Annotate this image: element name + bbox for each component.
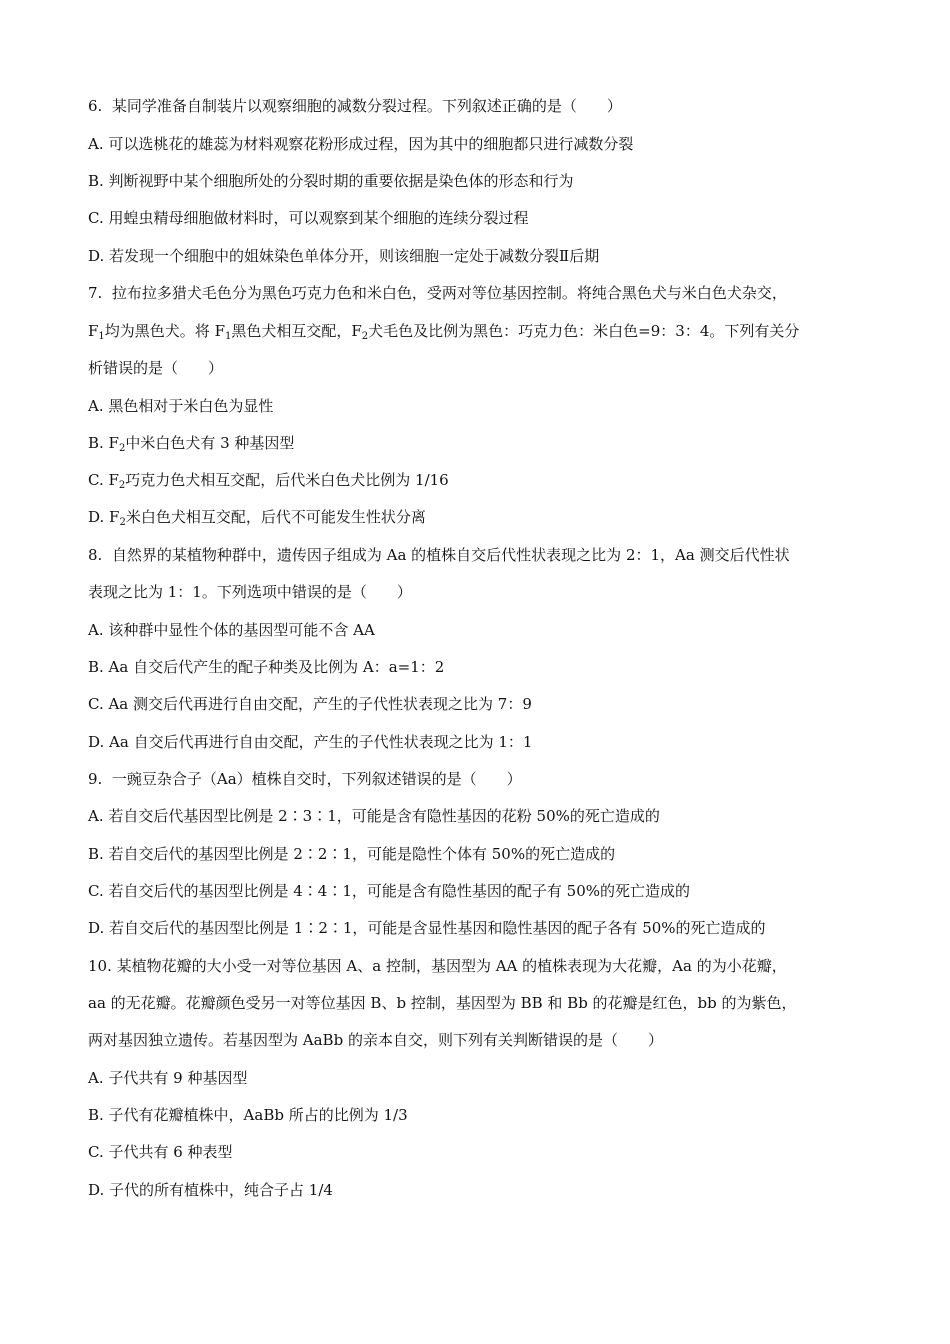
question-10-option-b: B. 子代有花瓣植株中，AaBb 所占的比例为 1/3 — [88, 1106, 408, 1124]
question-8-option-d: D. Aa 自交后代再进行自由交配，产生的子代性状表现之比为 1：1 — [88, 733, 533, 751]
question-number: 8. — [88, 546, 103, 564]
question-7-stem-line-2: $F_1$均为黑色犬。将 $F_1$黑色犬相互交配，$F_2$犬毛色及比例为黑色：巧克力色：米白色=9：3：4。下列有关分 — [88, 322, 800, 342]
question-text: 自然界的某植物种群中，遗传因子组成为 Aa 的植株自交后代性状表现之比为 2：1，Aa 测交后代性状 — [111, 546, 790, 564]
question-10-stem-line-2: aa 的无花瓣。花瓣颜色受另一对等位基因 B、b 控制，基因型为 BB 和 Bb 的花瓣是红色，bb 的为紫色， — [88, 994, 797, 1012]
question-10-stem-line-1 — [88, 956, 880, 976]
question-9-option-b: B. 若自交后代的基因型比例是 2∶2∶1，可能是隐性个体有 50%的死亡造成的 — [88, 845, 616, 863]
question-10-option-a: A. 子代共有 9 种基因型 — [88, 1069, 248, 1087]
question-text: 拉布拉多猎犬毛色分为黑色巧克力色和米白色，受两对等位基因控制。将纯合黑色犬与米白色犬杂交， — [111, 284, 787, 302]
question-6-option-a: A. 可以选桃花的雄蕊为材料观察花粉形成过程，因为其中的细胞都只进行减数分裂 — [88, 135, 634, 153]
question-7-option-a: A. 黑色相对于米白色为显性 — [88, 397, 274, 415]
question-6-option-d: D. 若发现一个细胞中的姐妹染色单体分开，则该细胞一定处于减数分裂Ⅱ后期 — [88, 247, 600, 265]
question-number: 10. — [88, 957, 112, 975]
question-8-option-c: C. Aa 测交后代再进行自由交配，产生的子代性状表现之比为 7：9 — [88, 695, 532, 713]
question-7-option-b: B. $F_2$中米白色犬有 3 种基因型 — [88, 434, 295, 454]
question-9-option-c: C. 若自交后代的基因型比例是 4∶4∶1，可能是含有隐性基因的配子有 50%的死亡造成的 — [88, 882, 690, 900]
question-9-stem — [88, 769, 880, 789]
question-7-stem-line-1 — [88, 283, 880, 303]
question-8-stem-line-1 — [88, 545, 880, 565]
question-number: 9. — [88, 770, 103, 788]
question-text: 某同学准备自制装片以观察细胞的减数分裂过程。下列叙述正确的是（ ） — [111, 97, 622, 115]
question-9-option-a: A. 若自交后代基因型比例是 2∶3∶1，可能是含有隐性基因的花粉 50%的死亡造成的 — [88, 807, 660, 825]
question-10-stem-line-3: 两对基因独立遗传。若基因型为 AaBb 的亲本自交，则下列有关判断错误的是（ ） — [88, 1031, 663, 1049]
question-8-option-b: B. Aa 自交后代产生的配子种类及比例为 A：a=1：2 — [88, 658, 445, 676]
question-6-option-b: B. 判断视野中某个细胞所处的分裂时期的重要依据是染色体的形态和行为 — [88, 172, 574, 190]
question-8-option-a: A. 该种群中显性个体的基因型可能不含 AA — [88, 621, 375, 639]
question-7-option-c: C. $F_2$巧克力色犬相互交配，后代米白色犬比例为 1/16 — [88, 471, 449, 491]
question-9-option-d: D. 若自交后代的基因型比例是 1∶2∶1，可能是含显性基因和隐性基因的配子各有 50%的死亡造成的 — [88, 919, 766, 937]
question-10-option-c: C. 子代共有 6 种表型 — [88, 1143, 233, 1161]
question-7-option-d: D. $F_2$米白色犬相互交配，后代不可能发生性状分离 — [88, 508, 426, 528]
question-number: 6. — [88, 97, 103, 115]
question-10-option-d: D. 子代的所有植株中，纯合子占 1/4 — [88, 1181, 333, 1199]
question-6-stem — [88, 96, 880, 116]
question-text: 某植物花瓣的大小受一对等位基因 A、a 控制，基因型为 AA 的植株表现为大花瓣，Aa 的为小花瓣， — [116, 957, 787, 975]
question-7-stem-line-3: 析错误的是（ ） — [88, 359, 224, 377]
question-number: 7. — [88, 284, 103, 302]
question-text: 一豌豆杂合子（Aa）植株自交时，下列叙述错误的是（ ） — [111, 770, 522, 788]
question-8-stem-line-2: 表现之比为 1：1。下列选项中错误的是（ ） — [88, 583, 412, 601]
question-6-option-c: C. 用蝗虫精母细胞做材料时，可以观察到某个细胞的连续分裂过程 — [88, 209, 529, 227]
